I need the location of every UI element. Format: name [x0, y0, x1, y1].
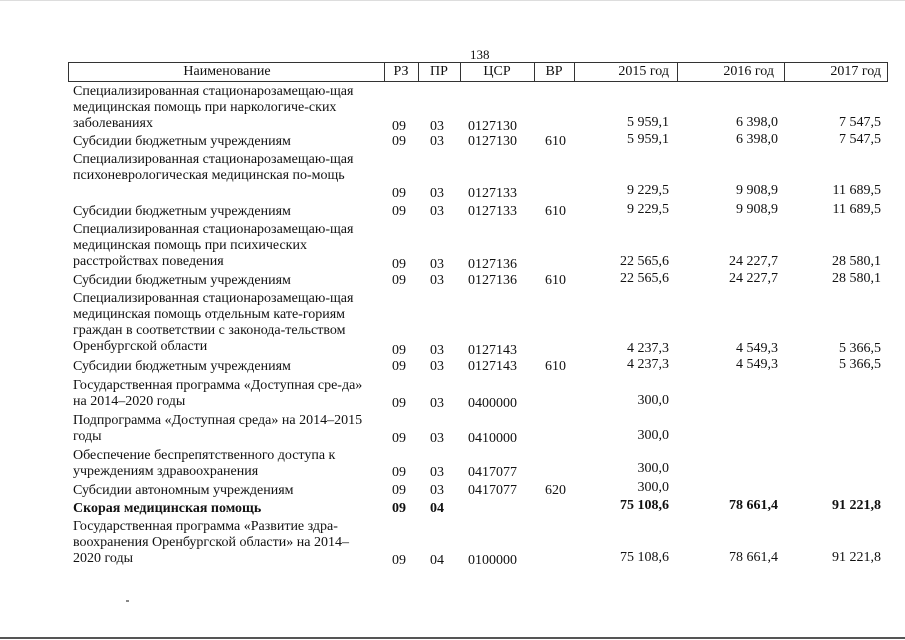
row-pr: 03	[430, 483, 444, 498]
row-name: Субсидии бюджетным учреждениям	[73, 359, 291, 374]
row-csr: 0417077	[468, 483, 517, 498]
scan-edge-bottom	[0, 637, 905, 639]
header-name: Наименование	[183, 64, 271, 79]
row-2016: 9 908,9	[736, 183, 778, 198]
row-pr: 03	[430, 204, 444, 219]
row-csr: 0127130	[468, 134, 517, 149]
row-rz: 09	[392, 257, 406, 272]
row-pr: 03	[430, 396, 444, 411]
scan-edge-top	[0, 0, 905, 1]
row-rz: 09	[392, 465, 406, 480]
row-2015: 22 565,6	[620, 271, 669, 286]
row-vr: 610	[545, 204, 566, 219]
row-rz: 09	[392, 119, 406, 134]
row-2016: 9 908,9	[736, 202, 778, 217]
row-2015: 300,0	[637, 480, 669, 495]
row-rz: 09	[392, 343, 406, 358]
row-2016: 24 227,7	[729, 254, 778, 269]
row-name: Обеспечение беспрепятственного доступа к учреждениям здравоохранения	[73, 448, 336, 479]
row-2016: 4 549,3	[736, 341, 778, 356]
row-name: Субсидии автономным учреждениям	[73, 483, 294, 498]
scan-speck	[126, 600, 129, 602]
row-2016: 24 227,7	[729, 271, 778, 286]
row-name: Скорая медицинская помощь	[73, 501, 262, 516]
row-2016: 6 398,0	[736, 132, 778, 147]
row-2017: 11 689,5	[832, 202, 881, 217]
header-vr: ВР	[545, 64, 563, 79]
row-2017: 91 221,8	[832, 498, 881, 513]
row-2017: 7 547,5	[839, 132, 881, 147]
row-2015: 300,0	[637, 393, 669, 408]
row-name: Субсидии бюджетным учреждениям	[73, 273, 291, 288]
header-pr: ПР	[430, 64, 448, 79]
row-vr: 620	[545, 483, 566, 498]
row-rz: 09	[392, 186, 406, 201]
row-csr: 0100000	[468, 553, 517, 568]
row-2017: 11 689,5	[832, 183, 881, 198]
row-2016: 4 549,3	[736, 357, 778, 372]
header-divider	[68, 62, 69, 82]
row-pr: 03	[430, 134, 444, 149]
row-name: Государственная программа «Доступная сре-да» на 2014–2020 годы	[73, 378, 363, 409]
row-2017: 5 366,5	[839, 357, 881, 372]
page-number: 138	[470, 47, 490, 62]
row-2015: 22 565,6	[620, 254, 669, 269]
row-csr: 0127133	[468, 204, 517, 219]
row-csr: 0127130	[468, 119, 517, 134]
row-2015: 75 108,6	[620, 498, 669, 513]
row-pr: 03	[430, 465, 444, 480]
row-rz: 09	[392, 553, 406, 568]
header-bottom-border	[68, 81, 888, 82]
row-2015: 4 237,3	[627, 357, 669, 372]
row-name: Субсидии бюджетным учреждениям	[73, 204, 291, 219]
row-pr: 03	[430, 359, 444, 374]
row-pr: 03	[430, 257, 444, 272]
row-2015: 9 229,5	[627, 202, 669, 217]
header-csr: ЦСР	[483, 64, 511, 79]
row-rz: 09	[392, 483, 406, 498]
row-2015: 300,0	[637, 428, 669, 443]
row-2017: 91 221,8	[832, 550, 881, 565]
row-2017: 5 366,5	[839, 341, 881, 356]
row-vr: 610	[545, 134, 566, 149]
row-pr: 03	[430, 273, 444, 288]
row-2015: 9 229,5	[627, 183, 669, 198]
row-name: Субсидии бюджетным учреждениям	[73, 134, 291, 149]
row-2015: 5 959,1	[627, 132, 669, 147]
header-2015: 2015 год	[618, 64, 669, 79]
row-rz: 09	[392, 359, 406, 374]
row-csr: 0127136	[468, 273, 517, 288]
row-2016: 6 398,0	[736, 115, 778, 130]
row-csr: 0127136	[468, 257, 517, 272]
row-csr: 0410000	[468, 431, 517, 446]
row-name: Государственная программа «Развитие здра-воохранения Оренбургской области» на 2014–2020 годы	[73, 519, 349, 566]
row-2017: 7 547,5	[839, 115, 881, 130]
row-2017: 28 580,1	[832, 271, 881, 286]
row-2015: 75 108,6	[620, 550, 669, 565]
row-pr: 03	[430, 119, 444, 134]
row-vr: 610	[545, 359, 566, 374]
row-2016: 78 661,4	[729, 498, 778, 513]
row-csr: 0127143	[468, 343, 517, 358]
row-2016: 78 661,4	[729, 550, 778, 565]
row-rz: 09	[392, 501, 406, 516]
header-rz: РЗ	[393, 64, 409, 79]
row-rz: 09	[392, 134, 406, 149]
row-csr: 0127133	[468, 186, 517, 201]
row-vr: 610	[545, 273, 566, 288]
row-pr: 04	[430, 553, 444, 568]
row-rz: 09	[392, 431, 406, 446]
header-divider	[887, 62, 888, 82]
row-pr: 03	[430, 343, 444, 358]
row-csr: 0127143	[468, 359, 517, 374]
row-csr: 0400000	[468, 396, 517, 411]
row-2015: 4 237,3	[627, 341, 669, 356]
row-pr: 03	[430, 186, 444, 201]
row-name: Специализированная стационарозамещаю-щая медицинская помощь отдельным кате-гориям граждан в соответствии с законода-тельством Оренбургской области	[73, 291, 354, 354]
header-2016: 2016 год	[723, 64, 774, 79]
row-csr: 0417077	[468, 465, 517, 480]
row-pr: 04	[430, 501, 444, 516]
row-name: Специализированная стационарозамещаю-щая медицинская помощь при психических расстройствах поведения	[73, 222, 354, 269]
row-name: Подпрограмма «Доступная среда» на 2014–2015 годы	[73, 413, 363, 444]
row-rz: 09	[392, 273, 406, 288]
row-name: Специализированная стационарозамещаю-щая психоневрологическая медицинская по-мощь	[73, 152, 354, 183]
row-2017: 28 580,1	[832, 254, 881, 269]
row-pr: 03	[430, 431, 444, 446]
header-2017: 2017 год	[830, 64, 881, 79]
row-2015: 300,0	[637, 461, 669, 476]
row-rz: 09	[392, 396, 406, 411]
row-rz: 09	[392, 204, 406, 219]
row-name: Специализированная стационарозамещаю-щая медицинская помощь при наркологиче-ских заболеваниях	[73, 84, 354, 131]
row-2015: 5 959,1	[627, 115, 669, 130]
